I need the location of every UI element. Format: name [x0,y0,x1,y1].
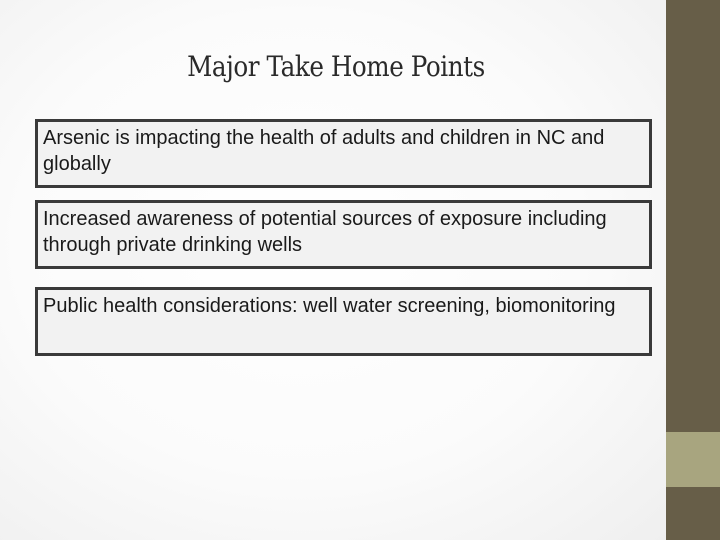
decorative-sidebar [666,0,720,540]
take-home-point-3: Public health considerations: well water screening, biomonitoring [35,287,652,356]
sidebar-accent-block [666,432,720,487]
take-home-point-1: Arsenic is impacting the health of adults and children in NC and globally [35,119,652,188]
take-home-point-2: Increased awareness of potential sources of exposure including through private drinking wells [35,200,652,269]
slide-title: Major Take Home Points [187,50,485,83]
